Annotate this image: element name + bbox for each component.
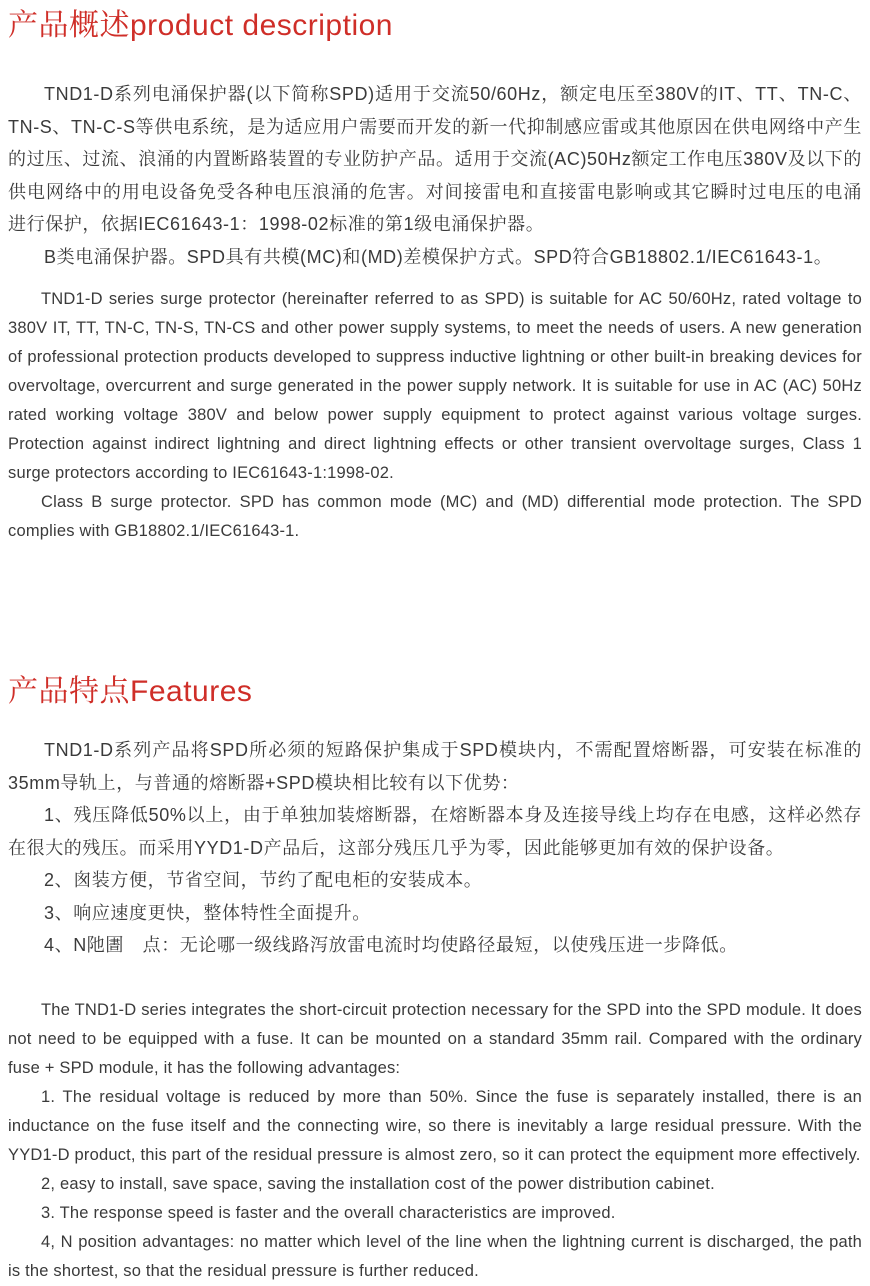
section-features [8, 674, 862, 1286]
features-cn-point-3: 3、响应速度更快，整体特性全面提升。 [44, 902, 371, 923]
features-cn-point-2: 2、囪装方便，节省空间，节约了配电柜的安装成本。 [44, 870, 483, 890]
product-description-heading: 产品概述product description [8, 9, 393, 42]
features-en-point-3: 3. The response speed is faster and the overall characteristics are improved. [41, 1203, 616, 1222]
features-cn-point-4: 4、N阤圕 点：无论哪一级线路泻放雷电流时均使路径最短，以使残压进一步降低。 [44, 935, 738, 955]
features-en-point-1: 1. The residual voltage is reduced by more than 50%. Since the fuse is separately installed, there is an inductance on the fuse itself and the connecting wire, so there is inevitably a large residual pressure. With the YYD1-D product, this part of the residual pressure is almost zero, so it can protect the equipment more effectively. [8, 1087, 862, 1164]
overview-cn-paragraph-2: B类电涌保护器。SPD具有共模(MC)和(MD)差模保护方式。SPD符合GB18802.1/IEC61643-1。 [44, 246, 833, 267]
overview-en-paragraph-2: Class B surge protector. SPD has common mode (MC) and (MD) differential mode protection. The SPD complies with GB18802.1/IEC61643-1. [8, 493, 862, 540]
features-cn-point-1: 1、残压降低50%以上，由于单独加装熔断器，在熔断器本身及连接导线上均存在电感，这样必然存在很大的残压。而采用YYD1-D产品后，这部分残压几乎为零，因此能够更加有效的保护设备。 [8, 805, 862, 858]
features-en-point-4: 4, N position advantages: no matter which level of the line when the lightning current is discharged, the path is the shortest, so that the residual pressure is further reduced. [8, 1232, 862, 1280]
overview-english-block [8, 285, 862, 546]
features-english-block [8, 996, 862, 1286]
overview-en-paragraph-1: TND1-D series surge protector (hereinafter referred to as SPD) is suitable for AC 50/60Hz, rated voltage to 380V IT, TT, TN-C, TN-S, TN-CS and other power supply systems, to meet the needs of users. A new generation of professional protection products developed to suppress inductive lightning or other built-in breaking devices for overvoltage, overcurrent and surge generated in the power supply network. It is suitable for use in AC (AC) 50Hz rated working voltage 380V and below power supply equipment to protect against various voltage surges. Protection against indirect lightning and direct lightning effects or other transient overvoltage surges, Class 1 surge protectors according to IEC61643-1:1998-02. [8, 290, 862, 482]
overview-cn-paragraph-1: TND1-D系列电涌保护器(以下简称SPD)适用于交流50/60Hz，额定电压至380V的IT、TT、TN-C、TN-S、TN-C-S等供电系统，是为适应用户需要而开发的新一代抑制感应雷或其他原因在供电网络中产生的过压、过流、浪涌的内置断路装置的专业防护产品。适用于交流(AC)50Hz额定工作电压380V及以下的供电网络中的用电设备免受各种电压浪涌的危害。对间接雷电和直接雷电影响或其它瞬时过电压的电涌进行保护，依据IEC61643-1：1998-02标准的第1级电涌保护器。 [8, 84, 862, 234]
section-product-description [8, 8, 862, 546]
features-cn-intro: TND1-D系列产品将SPD所必须的短路保护集成于SPD模块内，不需配置熔断器，可安装在标准的35mm导轨上，与普通的熔断器+SPD模块相比较有以下优势： [8, 740, 862, 793]
features-en-point-2: 2, easy to install, save space, saving the installation cost of the power distribution cabinet. [41, 1174, 715, 1193]
features-en-intro: The TND1-D series integrates the short-circuit protection necessary for the SPD into the SPD module. It does not need to be equipped with a fuse. It can be mounted on a standard 35mm rail. Compared with the ordinary fuse + SPD module, it has the following advantages: [8, 1000, 862, 1077]
features-heading: 产品特点Features [8, 675, 253, 708]
